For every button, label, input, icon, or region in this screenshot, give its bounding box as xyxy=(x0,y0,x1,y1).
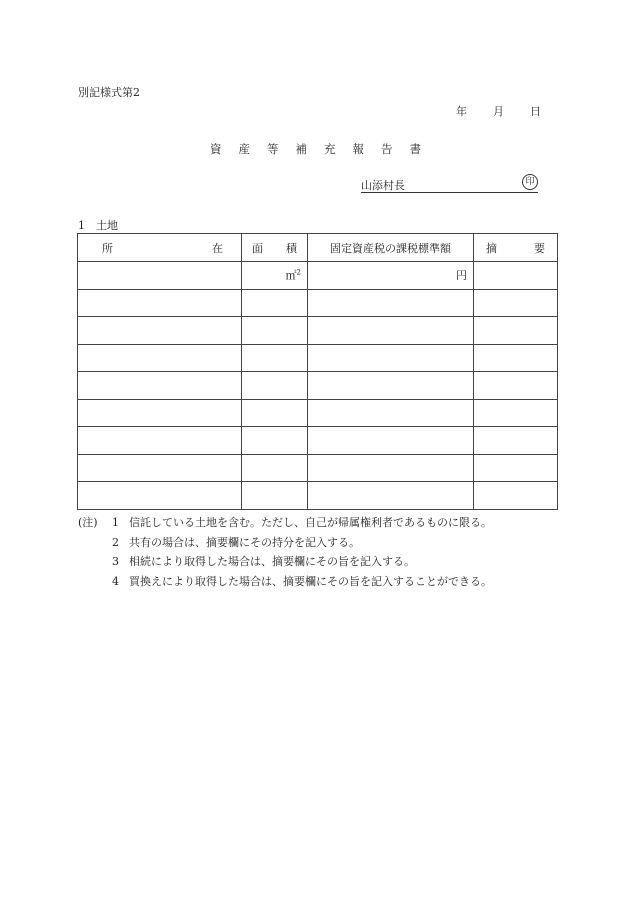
note-text: 相続により取得した場合は、摘要欄にその旨を記入する。 xyxy=(129,555,415,568)
addressee-line xyxy=(361,176,538,193)
note-number: 3 xyxy=(112,555,119,568)
note-number: 1 xyxy=(112,516,119,529)
table-row xyxy=(78,482,558,510)
amount-unit: 円 xyxy=(456,269,467,283)
table-row xyxy=(78,344,558,372)
area-cell[interactable]: ㎡$^2$ xyxy=(242,262,308,290)
location-cell[interactable] xyxy=(78,482,242,510)
remarks-cell[interactable] xyxy=(474,399,558,427)
table-row xyxy=(78,454,558,482)
location-cell[interactable] xyxy=(78,317,242,345)
seal-icon: 印 xyxy=(522,174,538,190)
notes-prefix: (注) xyxy=(78,516,98,529)
table-row xyxy=(78,317,558,345)
area-unit: ㎡ xyxy=(285,269,297,283)
remarks-cell[interactable] xyxy=(474,289,558,317)
header-area: 面 積 xyxy=(242,234,308,262)
area-cell[interactable] xyxy=(242,482,308,510)
table-row xyxy=(78,262,558,290)
area-cell[interactable] xyxy=(242,427,308,455)
addressee-name: 山添村長 xyxy=(361,179,405,192)
remarks-cell[interactable] xyxy=(474,262,558,290)
tax-standard-cell[interactable] xyxy=(308,317,474,345)
table-row xyxy=(78,289,558,317)
location-cell[interactable] xyxy=(78,454,242,482)
area-cell[interactable] xyxy=(242,399,308,427)
header-remarks: 摘 要 xyxy=(474,234,558,262)
table-row xyxy=(78,427,558,455)
document-title: 資産等補充報告書 xyxy=(210,142,438,156)
area-cell[interactable] xyxy=(242,372,308,400)
date-line xyxy=(456,103,541,119)
date-year: 年 xyxy=(456,105,467,118)
table-row xyxy=(78,372,558,400)
location-cell[interactable] xyxy=(78,289,242,317)
land-table xyxy=(77,233,558,510)
note-text: 共有の場合は、摘要欄にその持分を記入する。 xyxy=(129,535,360,549)
date-day: 日 xyxy=(530,105,541,118)
tax-standard-cell[interactable] xyxy=(308,482,474,510)
section-heading: 1 土地 xyxy=(78,219,118,232)
header-location: 所 在 xyxy=(78,234,242,262)
remarks-cell[interactable] xyxy=(474,482,558,510)
table-row xyxy=(78,399,558,427)
tax-standard-cell[interactable] xyxy=(308,454,474,482)
form-number-label: 別記様式第2 xyxy=(78,86,140,99)
location-cell[interactable] xyxy=(78,344,242,372)
area-cell[interactable] xyxy=(242,289,308,317)
remarks-cell[interactable] xyxy=(474,317,558,345)
tax-standard-cell[interactable] xyxy=(308,262,474,290)
location-cell[interactable] xyxy=(78,372,242,400)
note-text: 買換えにより取得した場合は、摘要欄にその旨を記入することができる。 xyxy=(129,574,492,588)
header-tax-standard: 固定資産税の課税標準額 xyxy=(308,234,474,262)
note-text: 信託している土地を含む。ただし、自己が帰属権利者であるものに限る。 xyxy=(129,516,492,529)
area-cell[interactable] xyxy=(242,344,308,372)
remarks-cell[interactable] xyxy=(474,427,558,455)
tax-standard-cell[interactable] xyxy=(308,372,474,400)
remarks-cell[interactable] xyxy=(474,454,558,482)
location-cell[interactable] xyxy=(78,427,242,455)
location-cell[interactable] xyxy=(78,399,242,427)
location-cell[interactable] xyxy=(78,262,242,290)
tax-standard-cell[interactable] xyxy=(308,289,474,317)
date-month: 月 xyxy=(493,105,504,118)
note-number: 2 xyxy=(112,535,119,549)
note-number: 4 xyxy=(112,574,119,588)
tax-standard-cell[interactable] xyxy=(308,399,474,427)
table-header-row xyxy=(78,234,558,262)
remarks-cell[interactable] xyxy=(474,344,558,372)
tax-standard-cell[interactable] xyxy=(308,427,474,455)
remarks-cell[interactable] xyxy=(474,372,558,400)
area-cell[interactable] xyxy=(242,454,308,482)
tax-standard-cell[interactable] xyxy=(308,344,474,372)
area-cell[interactable] xyxy=(242,317,308,345)
